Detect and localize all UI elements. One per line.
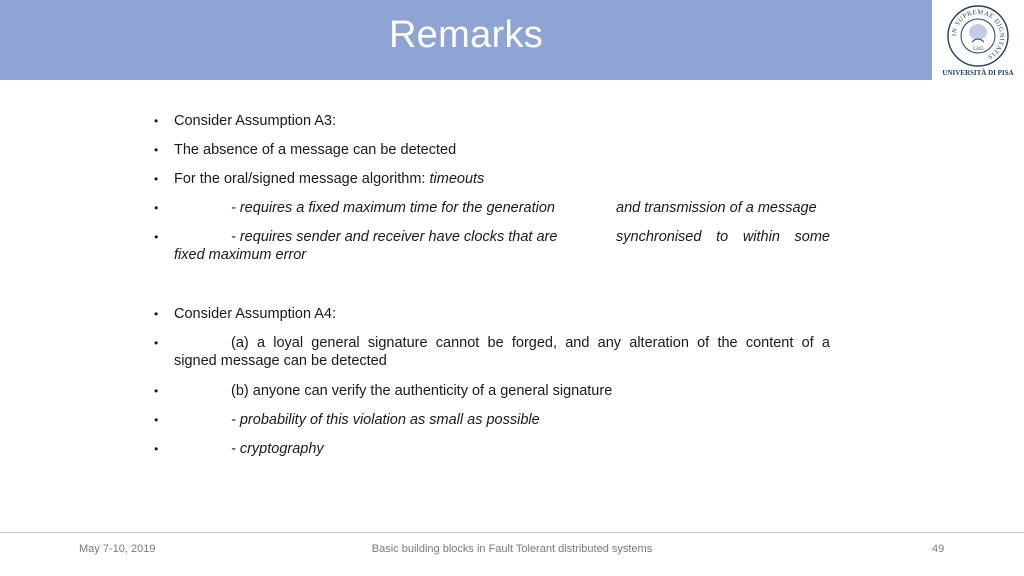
list-item: • The absence of a message can be detected <box>154 142 457 158</box>
university-seal-icon <box>932 0 1024 80</box>
list-item: • (a) a loyal general signature cannot be forged, and any alteration of the content of a signed message can be detected <box>154 335 830 369</box>
footer-divider <box>0 532 1024 533</box>
bullet-icon: • <box>154 413 159 427</box>
list-item: • - requires sender and receiver have clocks that are synchronised to within some fixed maximum error <box>154 229 830 263</box>
list-item: • - probability of this violation as small as possible <box>154 412 540 428</box>
svg-text:UNIVERSITÀ DI PISA: UNIVERSITÀ DI PISA <box>942 69 1014 77</box>
footer-date: May 7-10, 2019 <box>79 543 156 555</box>
list-item: • (b) anyone can verify the authenticity of a general signature <box>154 383 613 399</box>
list-item: • - requires a fixed maximum time for the generation and transmission of a message <box>154 200 817 216</box>
bullet-icon: • <box>154 201 159 215</box>
bullet-icon: • <box>154 143 159 157</box>
svg-text:IN SUPREMAE DIGNITATIS: IN SUPREMAE DIGNITATIS <box>950 8 1006 61</box>
list-item: • Consider Assumption A3: <box>154 113 337 129</box>
bullet-icon: • <box>154 442 159 456</box>
university-logo <box>932 0 1024 80</box>
bullet-icon: • <box>154 384 159 398</box>
page-number: 49 <box>932 543 945 555</box>
bullet-icon: • <box>154 230 159 244</box>
bullet-icon: • <box>154 336 159 350</box>
page-title: Remarks <box>388 14 544 56</box>
svg-text:1343: 1343 <box>972 46 984 52</box>
list-item: • Consider Assumption A4: <box>154 306 337 322</box>
bullet-icon: • <box>154 172 159 186</box>
title-bar <box>0 0 932 80</box>
bullet-icon: • <box>154 114 159 128</box>
bullet-icon: • <box>154 307 159 321</box>
footer-title: Basic building blocks in Fault Tolerant distributed systems <box>371 543 653 555</box>
list-item: • For the oral/signed message algorithm: timeouts <box>154 171 485 187</box>
list-item: • - cryptography <box>154 441 324 457</box>
